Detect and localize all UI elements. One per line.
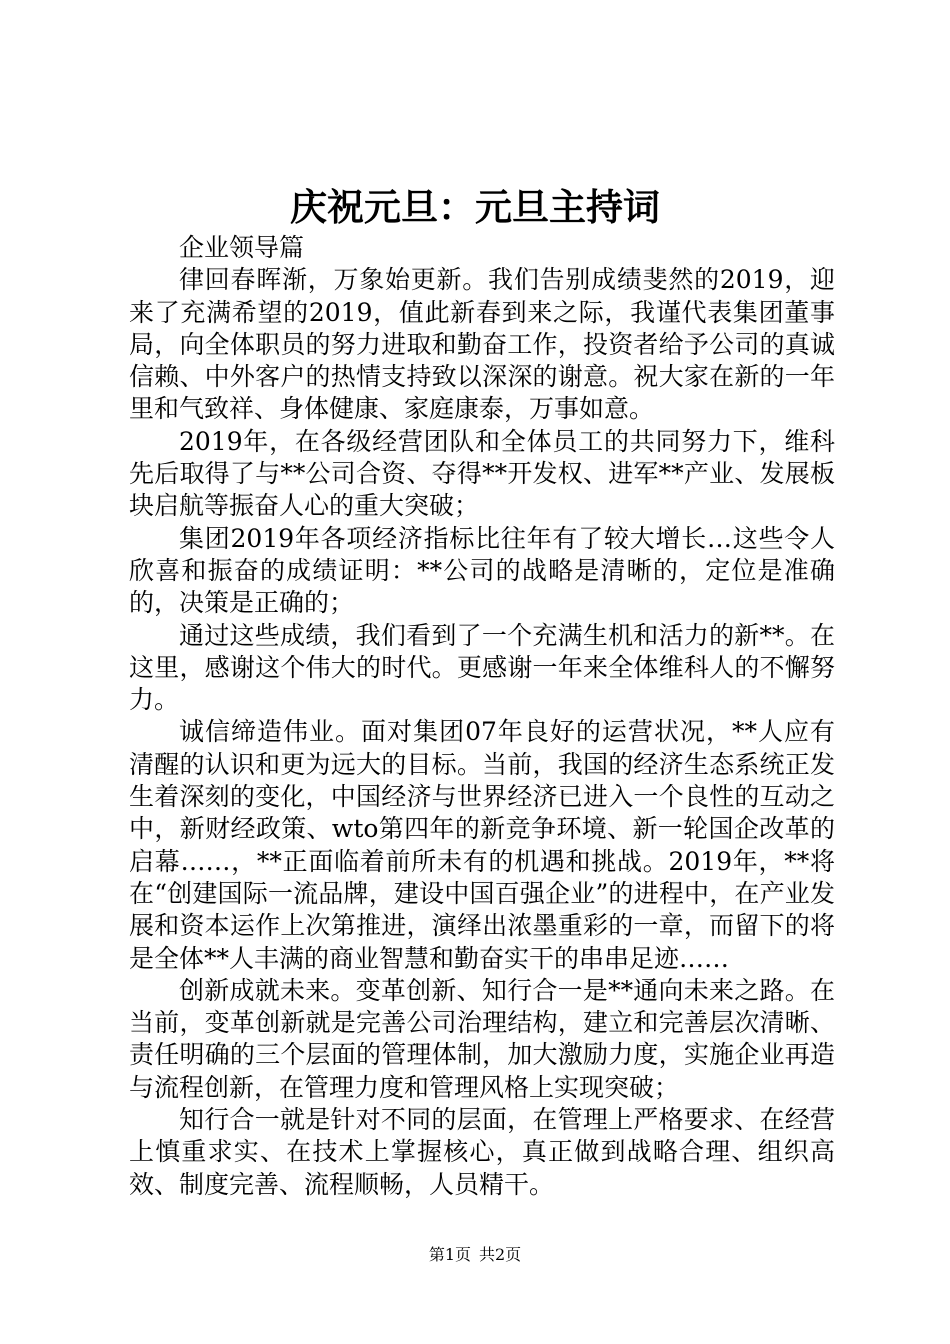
document-body [129,232,835,1201]
paragraph: 诚信缔造伟业。面对集团07年良好的运营状况，**人应有清醒的认识和更为远大的目标。当前，我国的经济生态系统正发生着深刻的变化，中国经济与世界经济已进入一个良性的互动之中，新财经政策、wto第四年的新竞争环境、新一轮国企改革的启幕……，**正面临着前所未有的机遇和挑战。2019年，**将在“创建国际一流品牌，建设中国百强企业”的进程中，在产业发展和资本运作上次第推进，演绎出浓墨重彩的一章，而留下的将是全体**人丰满的商业智慧和勤奋实干的串串足迹…… [129,717,835,973]
section-heading: 企业领导篇 [179,233,305,262]
page-footer [0,1244,950,1266]
paragraph: 知行合一就是针对不同的层面，在管理上严格要求、在经营上慎重求实、在技术上掌握核心，真正做到战略合理、组织高效、制度完善、流程顺畅，人员精干。 [129,1105,835,1199]
paragraph: 律回春晖渐，万象始更新。我们告别成绩斐然的2019，迎来了充满希望的2019，值此新春到来之际，我谨代表集团董事局，向全体职员的努力进取和勤奋工作，投资者给予公司的真诚信赖、中外客户的热情支持致以深深的谢意。祝大家在新的一年里和气致祥、身体健康、家庭康泰，万事如意。 [129,265,835,424]
page-number: 第1页 [428,1245,471,1264]
page-total: 共2页 [479,1245,522,1264]
paragraph: 集团2019年各项经济指标比往年有了较大增长…这些令人欣喜和振奋的成绩证明：**公司的战略是清晰的，定位是准确的，决策是正确的； [129,523,835,618]
paragraph: 创新成就未来。变革创新、知行合一是**通向未来之路。在当前，变革创新就是完善公司治理结构，建立和完善层次清晰、责任明确的三个层面的管理体制，加大激励力度，实施企业再造与流程创新，在管理力度和管理风格上实现突破； [129,975,835,1102]
paragraph: 通过这些成绩，我们看到了一个充满生机和活力的新**。在这里，感谢这个伟大的时代。更感谢一年来全体维科人的不懈努力。 [129,620,835,715]
document-title: 庆祝元旦：元旦主持词 [290,185,660,229]
paragraph: 2019年，在各级经营团队和全体员工的共同努力下，维科先后取得了与**公司合资、夺得**开发权、进军**产业、发展板块启航等振奋人心的重大突破； [129,426,835,521]
